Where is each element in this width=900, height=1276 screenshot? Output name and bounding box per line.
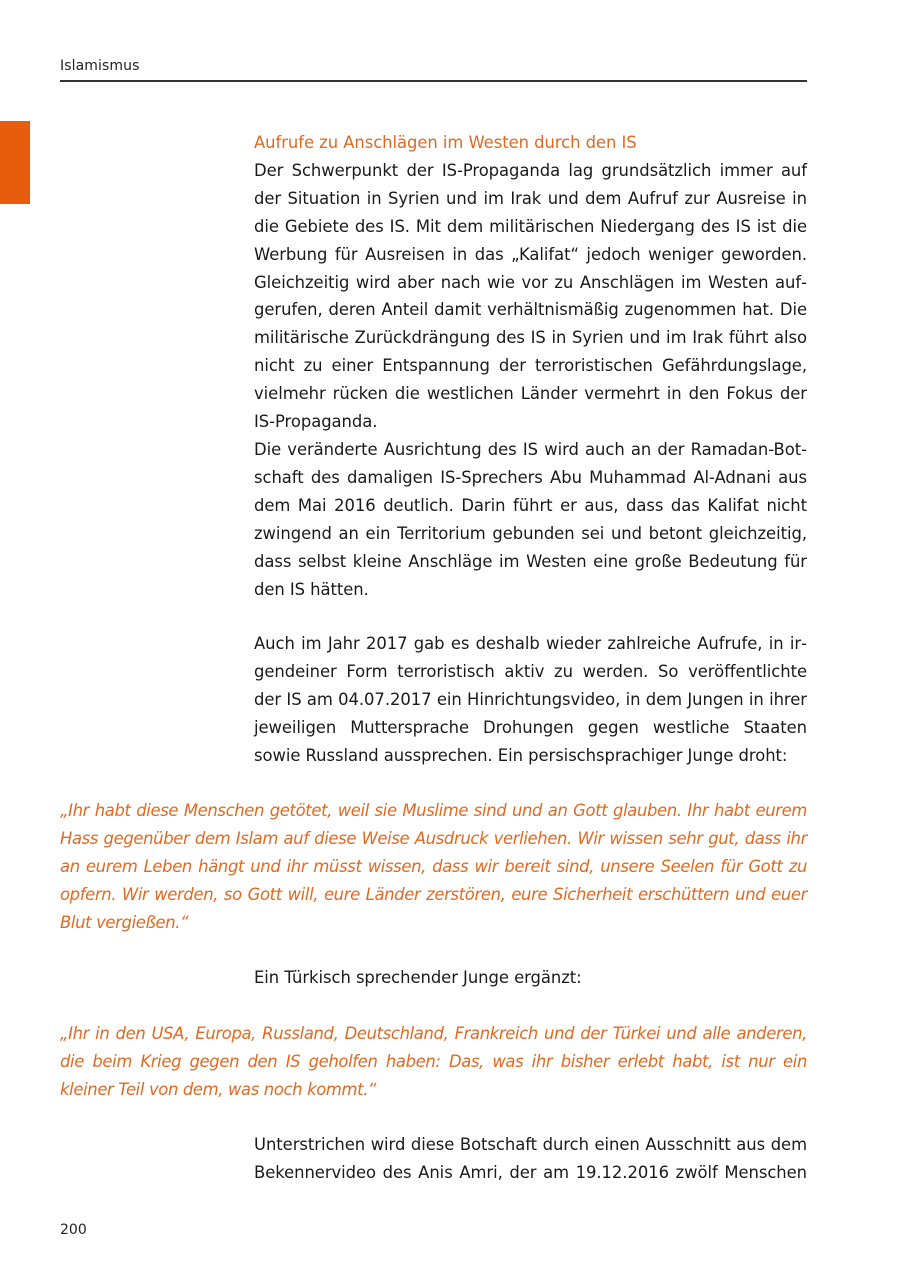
quote-block-1 xyxy=(60,797,807,937)
quote-block-2 xyxy=(60,1020,807,1104)
chapter-marker-tab xyxy=(0,121,30,204)
body-paragraph-closing: Unterstrichen wird diese Botschaft durch einen Ausschnitt aus dem Bekennervideo des Anis Amri, der am 19.12.2016 zwölf Menschen xyxy=(254,1135,807,1182)
header-rule xyxy=(60,80,807,82)
quote-persian-boy: „Ihr habt diese Menschen getötet, weil sie Muslime sind und an Gott glauben. Ihr habt eurem Hass gegenüber dem Islam auf diese Weise Ausdruck verliehen. Wir wissen sehr gut, dass ihr an eurem Leben hängt und ihr müsst wissen, dass wir bereit sind, unsere Seelen für Gott zu opfern. Wir werden, so Gott will, eure Länder zerstören, eure Sicherheit erschüttern und euer Blut vergießen.“ xyxy=(60,801,807,932)
quote-turkish-boy: „Ihr in den USA, Europa, Russland, Deutschland, Frankreich und der Türkei und alle anderen, die beim Krieg gegen den IS geholfen haben: Das, was ihr bisher erlebt habt, ist nur ein kleiner Teil von dem, was noch kommt.“ xyxy=(60,1024,807,1099)
closing-block xyxy=(254,1131,807,1187)
body-paragraph-3: Auch im Jahr 2017 gab es deshalb wieder zahlreiche Aufrufe, in irgendeiner Form terroristisch aktiv zu werden. So veröffentlichte der IS am 04.07.2017 ein Hinrichtungsvideo, in dem Jungen in ihrer jeweiligen Muttersprache Drohungen gegen westliche Staaten sowie Russland aussprechen. Ein persischsprachiger Junge droht: xyxy=(254,634,807,765)
section-heading: Aufrufe zu Anschlägen im Westen durch den IS xyxy=(254,133,637,152)
section-block-2 xyxy=(254,630,807,770)
body-paragraph-1: Der Schwerpunkt der IS-Propaganda lag grundsätzlich immer auf der Situation in Syrien und im Irak und dem Aufruf zur Ausreise in die Gebiete des IS. Mit dem militärischen Niedergang des IS ist die Werbung für Ausreisen in das „Kalifat“ jedoch weniger geworden. Gleichzeitig wird aber nach wie vor zu Anschlägen im Westen aufgerufen, deren Anteil damit verhältnismäßig zugenommen hat. Die militärische Zurückdrängung des IS in Syrien und im Irak führt also nicht zu einer Entspannung der terroristischen Gefährdungslage, vielmehr rücken die westlichen Länder vermehrt in den Fokus der IS-Propaganda. xyxy=(254,160,807,432)
body-paragraph-2: Die veränderte Ausrichtung des IS wird auch an der Ramadan-Botschaft des damaligen IS-Sprechers Abu Muhammad Al-Adnani aus dem Mai 2016 deutlich. Darin führt er aus, dass das Kalifat nicht zwingend an ein Territorium gebunden sei und betont gleichzeitig, dass selbst kleine Anschläge im Westen eine große Bedeutung für den IS hätten. xyxy=(254,439,807,599)
running-header-title: Islamismus xyxy=(60,58,140,74)
quote-intro-turkish-boy: Ein Türkisch sprechender Junge ergänzt: xyxy=(254,968,582,987)
page-number: 200 xyxy=(60,1222,87,1238)
intro-line-block xyxy=(254,964,807,992)
section-intro-block xyxy=(254,129,807,603)
